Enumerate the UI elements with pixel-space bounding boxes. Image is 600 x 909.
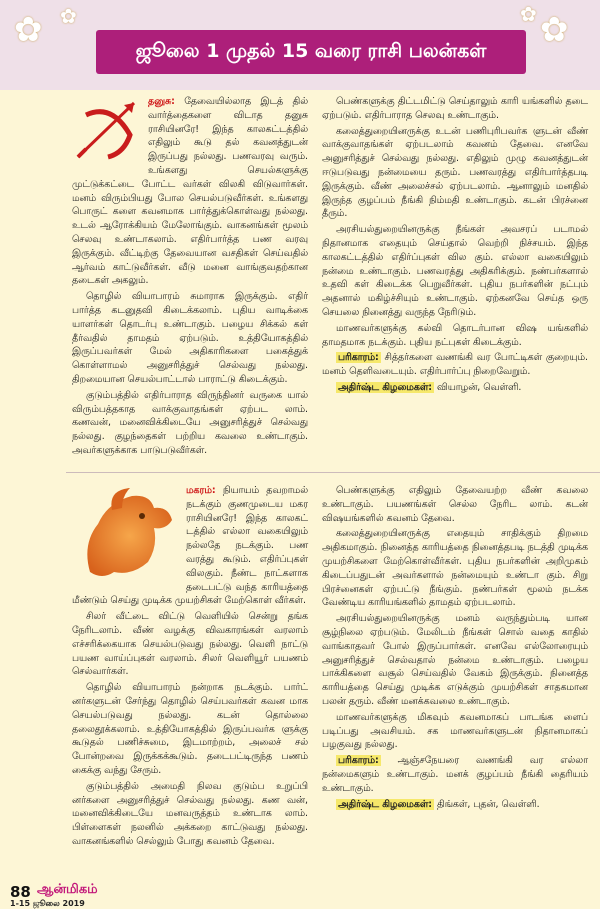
- page-footer: [0, 880, 600, 909]
- dhanusu-family: குடும்பத்தில் எதிர்பாராத விருந்தினர் வருகை யால் விரும்பத்தகாத வாக்குவாதங்கள் ஏற்பட லாம். கணவன், மனைவிக்கிடையே அனுசரித்துச் செல்வது நல்லது. குழந்தைகள் பற்றிய கவலை உண்டாகும். அவர்களுக்காக பாடுபடுவீர்கள்.: [72, 389, 308, 456]
- dhanusu-right-column: [322, 95, 588, 397]
- makaram-women: பெண்களுக்கு எதிலும் தேவையற்ற வீண் கவலை உண்டாகும். பயணங்கள் செல்ல நேரிட லாம். கடன் விஷயங்களில் கவனம் தேவை.: [322, 485, 588, 524]
- page-title-text: ஜூலை 1 முதல் 15 வரை ராசி பலன்கள்: [135, 39, 487, 62]
- dhanusu-lucky: [322, 381, 588, 395]
- makaram-politics: அரசியல்துறையினருக்கு மனம் வருந்தும்படி யான சூழ்நிலை ஏற்படும். மேலிடம் நீங்கள் சொல் வதை காதில் வாங்காதவர் போல் இருப்பார்கள். எனவே எல்லோரையும் அனுசரித்துச் செல்வதால் நன்மை உண்டாகும். பழைய பாக்கிகளை வசூல் செய்வதில் வேகம் இருக்கும். நினைத்த காரியத்தை செய்து முடிக்க எடுக்கும் முயற்சிகள் சாதகமான பலன் தரும். வீண் மனக்கவலை உண்டாகும்.: [322, 613, 588, 707]
- page-title: [96, 30, 526, 74]
- makaram-lucky-text: திங்கள், புதன், வெள்ளி.: [434, 798, 540, 810]
- makaram-intro-text: நியாயம் தவறாமல் நடக்கும் குணமுடைய மகர ராசியினரே! இந்த காலகட் டத்தில் எல்லா வகையிலும் நல்லதே நடக்கும். பண வரத்து கூடும். எதிர்ப்புகள் விலகும். நீண்ட நாட்களாக தடைபட்டு வந்த காரியத்தை மீண்டும் செய்து முடிக்க முயற்சிகள் மேற்கொள் வீர்கள்.: [72, 485, 308, 607]
- dhanusu-business: தொழில் வியாபாரம் சுமாராக இருக்கும். எதிர் பார்த்த கடனுதவி கிடைக்கலாம். புதிய வாடிக்கை யாளர்கள் தொடர்பு உண்டாகும். பழைய சிக்கல் கள் தீர்வதில் தாமதம் ஏற்படும். உத்தியோகத்தில் இருப்பவர்கள் மேல் அதிகாரிகளை பகைத்துக் கொள்ளாமல் அனுசரித்துச் செல்வது நல்லது. திறமையான செயல்பாட்டால் பாராட்டு கிடைக்கும்.: [72, 291, 308, 385]
- issue-date: 1-15 ஜூலை 2019: [10, 899, 85, 908]
- dhanusu-artists: கலைத்துறையினருக்கு உடன் பணிபுரிபவர்க ளுடன் வீண் வாக்குவாதங்கள் ஏற்படலாம் கவனம் தேவை. எனவே அனுசரித்துச் செல்வது நல்லது. எதிலும் முழு கவனத்துடன் ஈடுபடுவது நன்மையை தரும். பணவரத்து எதிர்பார்த்தபடி இருக்கும். வீண் அலைச்சல் ஏற்படலாம். ஆனாலும் மனதில் இருந்த குழப்பம் நீங்கி நிம்மதி உண்டாகும். கடன் பிரச்னை தீரும்.: [322, 125, 588, 220]
- dhanusu-heading: தனுசு:: [148, 96, 175, 107]
- capricorn-goat-icon: [72, 484, 182, 582]
- page-header: [0, 0, 600, 90]
- makaram-remedy: [322, 754, 588, 795]
- makaram-heading: மகரம்:: [186, 485, 216, 496]
- dhanusu-students: மாணவர்களுக்கு கல்வி தொடர்பான விஷ யங்களில் தாமதமாக நடக்கும். புதிய நட்புகள் கிடைக்கும்.: [322, 322, 588, 348]
- dhanusu-remedy-label: பரிகாரம்:: [338, 352, 379, 364]
- dhanusu-lucky-label: அதிர்ஷ்ட கிழமைகள்:: [338, 381, 433, 393]
- makaram-artists: கலைத்துறையினருக்கு எதையும் சாதிக்கும் திறமை அதிகமாகும். நினைத்த காரியத்தை நினைத்தபடி நடத்தி முடிக்க முயற்சிகளை மேற்கொள்வீர்கள். புதிய நபர்களின் அறிமுகம் கிடைப்பதுடன் அவர்களால் நன்மையும் உண்டா கும். சிறு பிரச்னைகள் ஏற்பட்டு நீங்கும். நண்பர்கள் மூலம் நடக்க வேண்டிய காரியங்களில் தாமதம் ஏற்படலாம்.: [322, 528, 588, 609]
- dhanusu-women: பெண்களுக்கு திட்டமிட்டு செய்தாலும் காரி யங்களில் தடை ஏற்படும். எதிர்பாராத செலவு உண்டாகும்.: [322, 96, 588, 121]
- flower-icon: ✿: [540, 10, 569, 50]
- makaram-family: குடும்பத்தில் அமைதி நிலவ குடும்ப உறுப்பி னர்களை அனுசரித்துச் செல்வது நல்லது. கண வன், மனைவிக்கிடையே மனவருத்தம் உண்டாக லாம். பிள்ளைகள் நலனில் அக்கறை காட்டுவது நல்லது. வாகனங்களில் செல்லும் போது கவனம் தேவை.: [72, 780, 308, 847]
- makaram-students: மாணவர்களுக்கு மிகவும் கவனமாகப் பாடங்க ளைப் படிப்பது அவசியம். சக மாணவர்களுடன் நிதானமாகப் பழகுவது நல்லது.: [322, 711, 588, 751]
- dhanusu-politics: அரசியல்துறையினருக்கு நீங்கள் அவசரப் படாமல் நிதானமாக எதையும் செய்தால் வெற்றி நிச்சயம். இந்த காலகட்டத்தில் எதிர்ப்புகள் வில கும். எல்லா வகையிலும் நன்மை உண்டாகும். பணவரத்து அதிகரிக்கும். நண்பர்களால் உதவி கள் கிடைக்க பெறுவீர்கள். புதிய நபர்களின் நட்பும் அதனால் மகிழ்ச்சியும் உண்டாகும். ஏற்கனவே செய்த ஒரு செயலை நினைத்து வருந்த நேரிடும்.: [322, 224, 588, 318]
- makaram-right-column: [322, 484, 588, 813]
- makaram-remedy-label: பரிகாரம்:: [338, 755, 379, 767]
- magazine-logo: ஆன்மிகம்: [37, 882, 98, 897]
- flower-icon: ✿: [520, 2, 537, 26]
- makaram-lucky: [322, 798, 588, 812]
- section-divider: [66, 472, 600, 473]
- page-number: 88: [10, 883, 31, 901]
- dhanusu-lucky-text: வியாழன், வெள்ளி.: [434, 381, 522, 393]
- dhanusu-intro-text: தேவையில்லாத இடத் தில் வார்த்தைகளை விடாத தனுசு ராசியினரே! இந்த காலகட்டத்தில் எதிலும் கூடு தல் கவனத்துடன் இருப்பது நல்லது. பணவரவு வரும். உங்களது செயல்களுக்கு முட்டுக்கட்டை போட்ட வர்கள் விலகி விடுவார்கள். மனம் விரும்பியது போல செயல்படுவீர்கள். உங்களது பொருட் களை கவனமாக பார்த்துக்கொள்வது நல்லது. உடல் ஆரோக்கியம் மேலோங்கும். வாகனங்கள் மூலம் செலவு உண்டாகலாம். எதிர்பார்த்த பண வரவு இருக்கும். வீட்டிற்கு தேவையான வசதிகள் செய்வதில் ஆர்வம் காட்டுவீர்கள். வீடு மனை வாங்குவதற்கான தடைகள் அகலும்.: [72, 96, 308, 287]
- sagittarius-bow-icon: [72, 95, 144, 165]
- flower-icon: ✿: [14, 10, 43, 50]
- flower-icon: ✿: [60, 4, 77, 28]
- dhanusu-remedy-text: சித்தர்களை வணங்கி வர போட்டிகள் குறையும். மனம் தெளிவடையும். எதிர்பார்ப்பு நிறைவேறும்.: [322, 352, 588, 378]
- makaram-remedy-text: ஆஞ்சநேயரை வணங்கி வர எல்லா நன்மைகளும் உண்டாகும். மனக் குழப்பம் நீங்கி தைரியம் உண்டாகும்.: [322, 755, 588, 794]
- dhanusu-left-column: [72, 95, 308, 460]
- dhanusu-remedy: [322, 351, 588, 379]
- makaram-travel: சிலர் வீட்டை விட்டு வெளியில் சென்று தங்க நேரிடலாம். வீண் வழக்கு விவகாரங்கள் வரலாம் எச்சரிக்கையாக செயல்படுவது நல்லது. வெளி நாட்டு பயண வாய்ப்புகள் வரலாம். சிலர் வெளியூர் பயணம் செல்வார்கள்.: [72, 611, 308, 678]
- makaram-business: தொழில் வியாபாரம் நன்றாக நடக்கும். பார்ட் னர்களுடன் சேர்ந்து தொழில் செய்பவர்கள் கவன மாக செயல்படுவது நல்லது. கடன் தொல்லை தலைதூக்கலாம். உத்தியோகத்தில் இருப்பவர்க ளுக்கு கூடுதல் பணிச்சுமை, இடமாற்றம், அலைச் சல் போன்றவை இருக்கக்கூடும். தடைபட்டிருந்த பணம் கைக்கு வந்து சேரும்.: [72, 682, 308, 776]
- makaram-left-column: [72, 484, 308, 851]
- makaram-lucky-label: அதிர்ஷ்ட கிழமைகள்:: [338, 798, 433, 810]
